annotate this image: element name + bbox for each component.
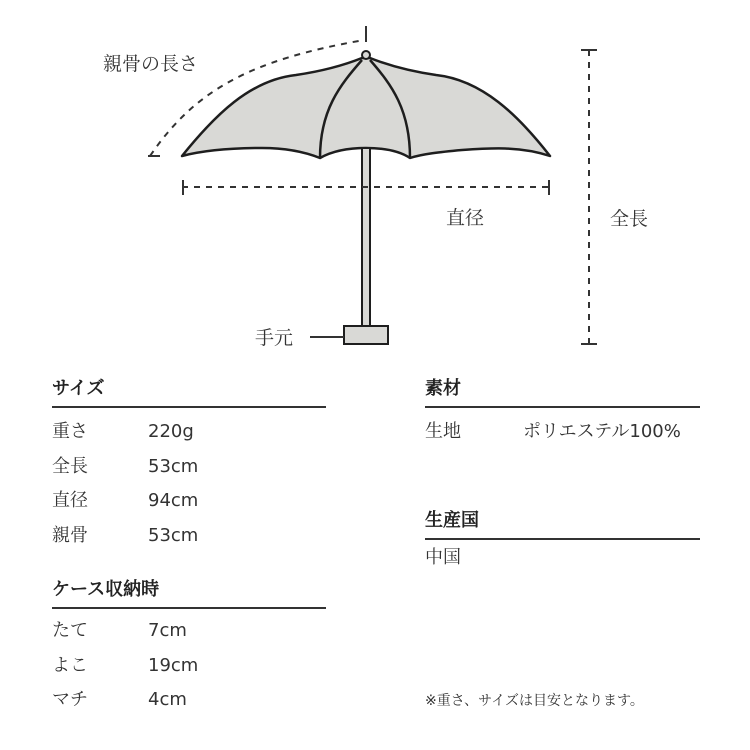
spec-label: 重さ <box>52 421 88 442</box>
spec-value: ポリエステル100% <box>523 421 681 442</box>
origin-value: 中国 <box>425 547 461 568</box>
origin-section-title: 生産国 <box>425 510 479 531</box>
disclaimer-note: ※重さ、サイズは目安となります。 <box>425 693 644 709</box>
spec-label: マチ <box>52 689 88 710</box>
umbrella-shaft <box>362 148 370 326</box>
case-divider <box>52 607 326 609</box>
spec-value: 94cm <box>148 490 199 511</box>
material-divider <box>425 406 700 408</box>
umbrella-diagram <box>0 0 750 360</box>
spec-label: 全長 <box>52 456 88 477</box>
spec-label: 生地 <box>425 421 461 442</box>
spec-label: 直径 <box>52 490 88 511</box>
material-section-title: 素材 <box>425 378 461 399</box>
spec-label: たて <box>52 620 88 641</box>
umbrella-canopy <box>182 58 550 158</box>
spec-label: よこ <box>52 655 88 676</box>
umbrella-tip <box>362 51 370 59</box>
case-section-title: ケース収納時 <box>52 579 160 600</box>
spec-value: 4cm <box>148 689 187 710</box>
size-divider <box>52 406 326 408</box>
spec-label: 親骨 <box>52 525 88 546</box>
spec-value: 53cm <box>148 456 199 477</box>
origin-divider <box>425 538 700 540</box>
label-handle: 手元 <box>255 327 294 349</box>
spec-value: 19cm <box>148 655 199 676</box>
spec-value: 7cm <box>148 620 187 641</box>
spec-value: 53cm <box>148 525 199 546</box>
umbrella-handle <box>344 326 388 344</box>
label-diameter: 直径 <box>446 207 485 229</box>
label-total-length: 全長 <box>610 208 649 230</box>
spec-value: 220g <box>148 421 194 442</box>
label-rib-length: 親骨の長さ <box>103 53 199 75</box>
size-section-title: サイズ <box>52 378 105 399</box>
